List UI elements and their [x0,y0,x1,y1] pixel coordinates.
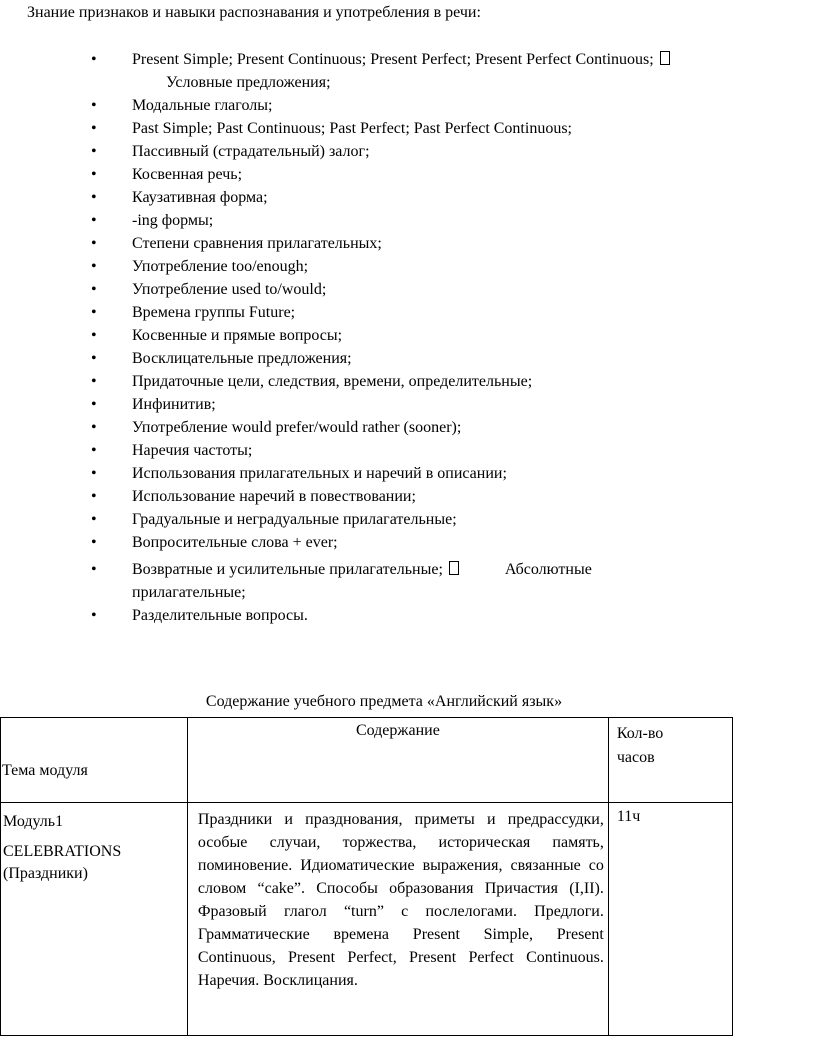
bullet-icon: • [91,97,97,114]
list-item [0,301,752,324]
list-item-text: Пассивный (страдательный) залог; [132,143,370,160]
list-item [0,94,752,117]
bullet-icon: • [91,350,97,367]
module-title: CELEBRATIONS [3,843,122,860]
list-item [0,117,752,140]
list-item-text: Употребление too/enough; [132,258,309,275]
square-glyph-icon [660,51,670,65]
header-topic: Тема модуля [2,762,88,779]
list-item [0,255,752,278]
module-hours-cell [608,803,732,1036]
bullet-icon: • [91,235,97,252]
list-item-text: Past Simple; Past Continuous; Past Perfect; Past Perfect Continuous; [132,120,572,137]
list-item-text: Косвенная речь; [132,166,243,183]
list-item-text: Восклицательные предложения; [132,350,352,367]
list-item-text: Каузативная форма; [132,189,268,206]
header-topic-cell [1,718,188,803]
bullet-icon: • [91,51,97,68]
list-item [0,232,752,255]
list-item-text: Употребление used to/would; [132,281,327,298]
list-item-text: Present Simple; Present Continuous; Present Perfect; Present Perfect Continuous; [132,51,654,68]
list-item [0,370,752,393]
intro-text: Знание признаков и навыки распознавания и употребления в речи: [27,4,481,21]
bullet-icon: • [91,212,97,229]
list-item [0,209,752,232]
list-item-text-after-box: Абсолютные [504,561,592,578]
curriculum-table [0,717,733,1036]
bullet-icon: • [91,120,97,137]
bullet-icon: • [91,465,97,482]
list-item-text: Времена группы Future; [132,304,296,321]
list-item-text-continued: Условные предложения; [166,74,331,91]
bullet-icon: • [91,143,97,160]
table-row [1,803,733,1036]
grammar-topics-list [0,48,816,627]
bullet-icon: • [91,281,97,298]
list-item [0,462,752,485]
table-header-row [1,718,733,803]
bullet-icon: • [91,488,97,505]
list-item [0,439,752,462]
module-content: Праздники и празднования, приметы и предрассудки, особые случаи, торжества, историческая память, поминовение. Идиоматические выражения, связанные со словом “cake”. Способы образования Причастия (I,II). Фразовый глагол “turn” с послелогами. Предлоги. Грамматические времена Present Simple, Present Continuous, Present Perfect, Present Perfect Continuous. Наречия. Восклицания. [197,811,604,989]
header-content: Содержание [355,722,440,739]
list-item [0,278,752,301]
list-item [0,347,752,370]
bullet-icon: • [91,258,97,275]
header-content-cell [187,718,608,803]
bullet-icon: • [91,561,97,578]
module-hours: 11ч [616,808,641,825]
module-subtitle: (Праздники) [3,865,88,882]
module-cell [1,803,188,1036]
list-item-text: Инфинитив; [132,396,216,413]
bullet-icon: • [91,189,97,206]
bullet-icon: • [91,373,97,390]
list-item-text-continued: прилагательные; [132,584,246,601]
bullet-icon: • [91,607,97,624]
section-title: Содержание учебного предмета «Английский язык» [205,693,563,710]
list-item-text: Степени сравнения прилагательных; [132,235,382,252]
module-content-cell [187,803,608,1036]
header-hours-line2: часов [616,749,655,766]
list-item [0,531,752,554]
list-item-text: Употребление would prefer/would rather (sooner); [132,419,462,436]
list-item [0,508,752,531]
list-item-text: Вопросительные слова + ever; [132,534,338,551]
bullet-icon: • [91,419,97,436]
bullet-icon: • [91,511,97,528]
bullet-icon: • [91,327,97,344]
header-hours-line1: Кол-во [616,725,664,742]
module-number: Модуль1 [3,813,64,830]
list-item [0,140,752,163]
list-item [0,163,752,186]
list-item [0,186,752,209]
list-item-text: Модальные глаголы; [132,97,273,114]
list-item [0,416,752,439]
bullet-icon: • [91,534,97,551]
list-item-text: Использования прилагательных и наречий в описании; [132,465,507,482]
header-hours-cell [608,718,732,803]
list-item-text: Разделительные вопросы. [132,607,308,624]
list-item-text: Косвенные и прямые вопросы; [132,327,343,344]
list-item-text: Возвратные и усилительные прилагательные; [132,561,443,578]
list-item [0,324,752,347]
list-item-text: Наречия частоты; [132,442,253,459]
list-item [0,485,752,508]
list-item-text: Использование наречий в повествовании; [132,488,416,505]
bullet-icon: • [91,166,97,183]
bullet-icon: • [91,396,97,413]
list-item-text: Придаточные цели, следствия, времени, определительные; [132,373,533,390]
list-item [0,558,752,604]
list-item-text: Градуальные и неградуальные прилагательные; [132,511,457,528]
square-glyph-icon [449,561,459,575]
list-item [0,393,752,416]
list-item [0,604,752,627]
bullet-icon: • [91,304,97,321]
list-item [0,48,752,94]
list-item-text: -ing формы; [132,212,214,229]
bullet-icon: • [91,442,97,459]
